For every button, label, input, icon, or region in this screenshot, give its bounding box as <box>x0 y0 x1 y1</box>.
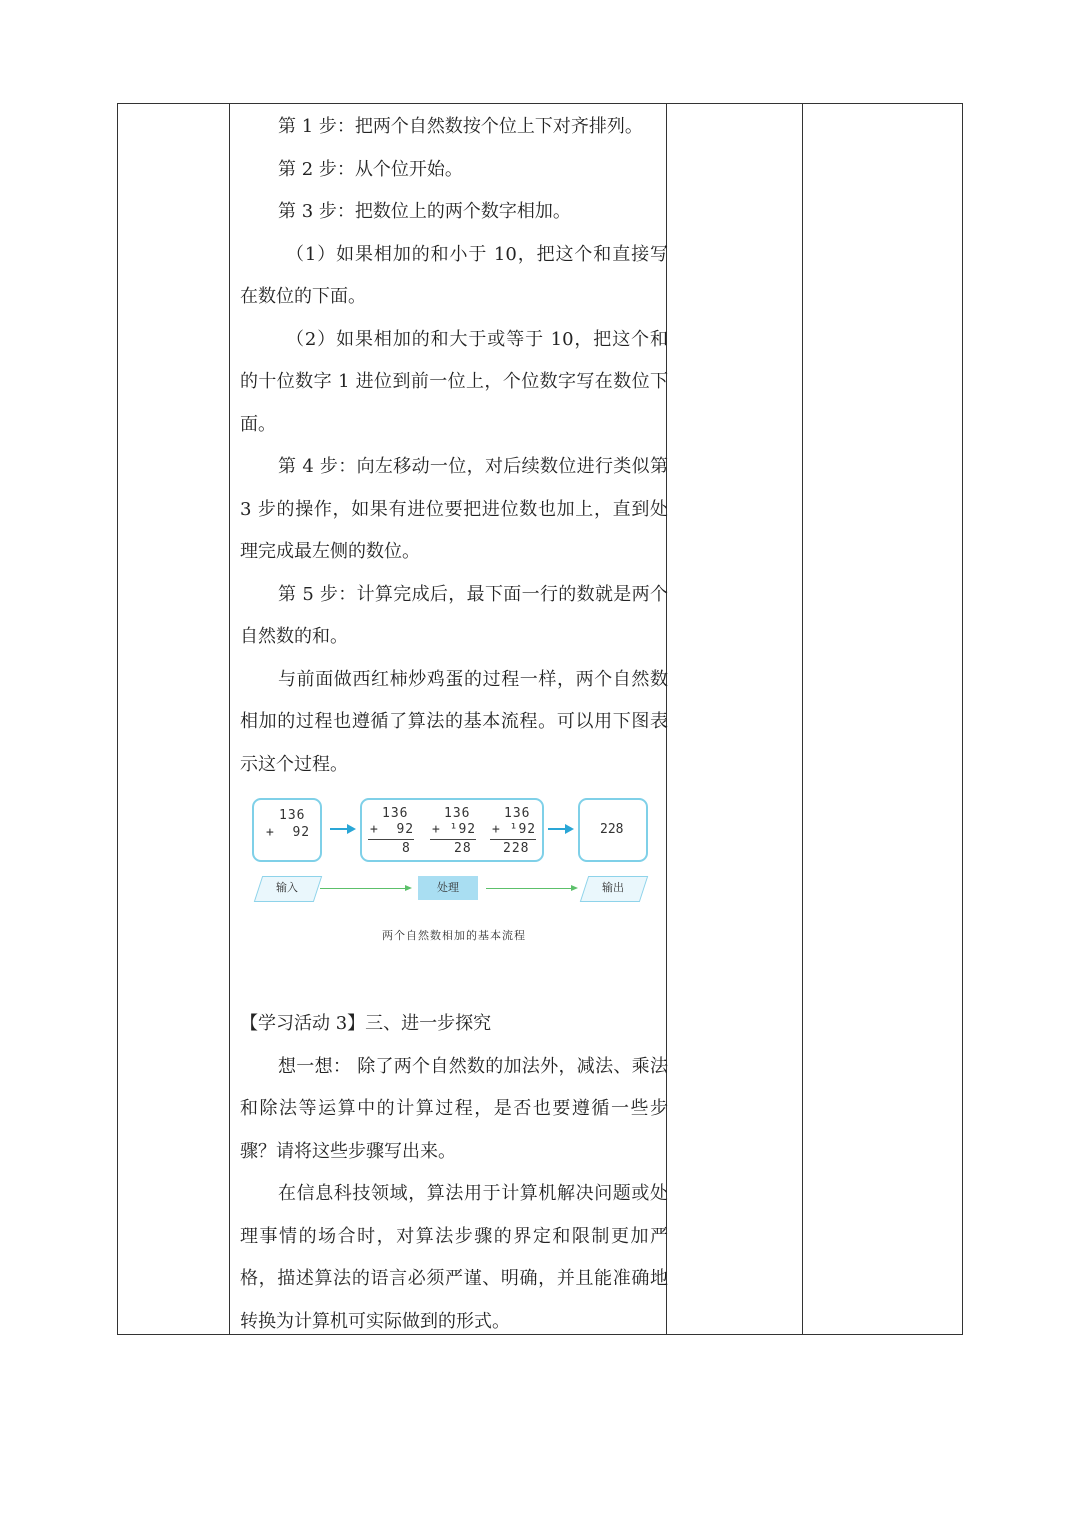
calc-2-rule <box>430 839 476 840</box>
step-3-case-2: （2）如果相加的和大于或等于 10，把这个和的十位数字 1 进位到前一位上，个位数字写在数位下面。 <box>240 328 668 435</box>
step-3-case-1: （1）如果相加的和小于 10，把这个和直接写在数位的下面。 <box>240 243 668 307</box>
info-paragraph: 在信息科技领域，算法用于计算机解决问题或处理事情的场合时，对算法步骤的界定和限制更加严格，描述算法的语言必须严谨、明确，并且能准确地转换为计算机可实际做到的形式。 <box>240 1183 668 1332</box>
input-label: 输入 <box>276 881 298 894</box>
calc-1-top: 136 <box>382 806 409 821</box>
main-content-cell <box>240 104 668 1343</box>
calc-2-result: 28 <box>454 841 472 856</box>
output-value: 228 <box>600 822 624 837</box>
arrow-input-to-process <box>330 828 348 830</box>
calc-3-top: 136 <box>504 806 531 821</box>
arrow-process-to-output <box>548 828 566 830</box>
step-1: 第 1 步：把两个自然数按个位上下对齐排列。 <box>278 116 643 137</box>
calc-2-top: 136 <box>444 806 471 821</box>
lesson-table <box>117 103 963 1335</box>
column-divider-3 <box>802 104 803 1334</box>
figure-caption: 两个自然数相加的基本流程 <box>382 929 526 942</box>
process-label: 处理 <box>437 881 459 894</box>
calc-1-bottom: + 92 <box>370 822 415 837</box>
step-4: 第 4 步：向左移动一位，对后续数位进行类似第 3 步的操作，如果有进位要把进位数也加上，直到处理完成最左侧的数位。 <box>240 456 668 562</box>
calc-3-result: 228 <box>503 841 530 856</box>
calc-2-bottom: + ¹92 <box>432 822 477 837</box>
output-box <box>578 798 648 862</box>
activity-heading: 【学习活动 3】三、进一步探究 <box>240 1013 492 1034</box>
calc-3-bottom: + ¹92 <box>492 822 537 837</box>
flow-arrow-2 <box>486 888 572 889</box>
step-2: 第 2 步：从个位开始。 <box>278 158 463 180</box>
output-label: 输出 <box>602 881 624 894</box>
calc-1-rule <box>368 839 414 840</box>
addition-flow-diagram <box>240 798 668 1003</box>
step-5: 第 5 步：计算完成后，最下面一行的数就是两个自然数的和。 <box>240 583 668 647</box>
process-box <box>360 798 544 862</box>
input-top-number: 136 <box>279 808 306 823</box>
flow-arrow-1 <box>320 888 406 889</box>
think-paragraph: 想一想： 除了两个自然数的加法外，减法、乘法和除法等运算中的计算过程，是否也要遵循一些步骤？请将这些步骤写出来。 <box>240 1055 668 1162</box>
input-box <box>252 798 322 862</box>
column-divider-1 <box>229 104 230 1334</box>
calc-1-result: 8 <box>402 841 411 856</box>
input-bottom-number: + 92 <box>266 825 311 840</box>
calc-3-rule <box>490 839 536 840</box>
step-3: 第 3 步：把数位上的两个数字相加。 <box>278 201 571 222</box>
comparison-paragraph: 与前面做西红柿炒鸡蛋的过程一样，两个自然数相加的过程也遵循了算法的基本流程。可以用下图表示这个过程。 <box>240 668 668 775</box>
